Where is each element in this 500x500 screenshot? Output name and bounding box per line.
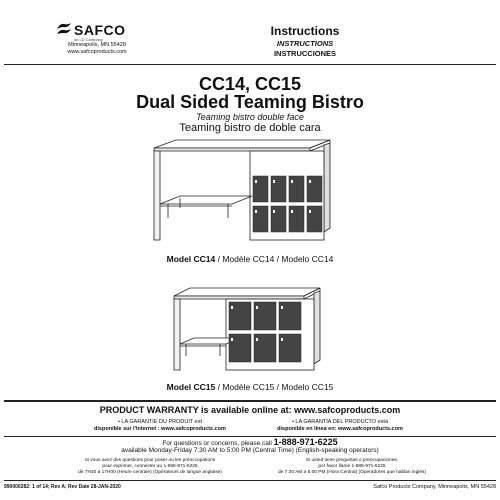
support-contact — [0, 439, 500, 454]
website-line: www.safcoproducts.com — [67, 49, 127, 55]
safco-logo-icon — [56, 22, 72, 36]
support-fr-line: Si vous avez des questions pour poser ou les préoccupations — [84, 458, 216, 463]
logo-text: SAFCO — [74, 22, 126, 38]
cc15-caption-rest: / Modèle CC15 / Modelo CC15 — [215, 382, 334, 392]
cc14-caption-model: Model CC14 — [166, 254, 216, 264]
cc14-caption — [0, 254, 500, 264]
questions-divider — [4, 436, 496, 437]
cc15-caption-model: Model CC15 — [166, 382, 216, 392]
warranty-es-line2: disponible en línea en: www.safcoproducts.com — [277, 426, 403, 432]
support-prompt: For questions or concerns, please call — [162, 440, 272, 447]
warranty-es — [250, 419, 430, 433]
logo-subtext: an LD Company — [74, 37, 103, 42]
instructions-es: INSTRUCCIONES — [273, 49, 337, 58]
document-id: 990000282: 1 of 14; Rev A; Rev Date 28-JAN-2020 — [4, 484, 121, 490]
cc14-illustration — [140, 136, 340, 248]
company-address — [52, 42, 142, 56]
instructions-en: Instructions — [270, 24, 340, 38]
product-name-fr: Teaming bistro double face — [196, 112, 304, 122]
support-es-line: Si usted tiene preguntas o preocupaciones, — [305, 458, 399, 463]
product-name: Dual Sided Teaming Bistro — [136, 92, 364, 112]
support-fr — [60, 458, 240, 476]
model-title: CC14, CC15 — [198, 74, 302, 94]
warranty-es-line1: • LA GARANTÍA DEL PRODUCTO está — [291, 419, 389, 425]
warranty-fr — [70, 419, 250, 433]
instructions-fr: INSTRUCTIONS — [276, 39, 334, 48]
support-fr-line: de 7H30 à 17H00 (Heure centrale) (Opérateurs de langue anglaise) — [78, 470, 222, 475]
cc15-illustration — [170, 284, 330, 376]
footer-divider — [4, 480, 496, 481]
product-warranty: PRODUCT WARRANTY is available online at: www.safcoproducts.com — [99, 405, 401, 415]
warranty-fr-line2: disponible sur l'Internet : www.safcoproducts.com — [94, 426, 226, 432]
support-fr-line: pour exprimer, connecter au 1-888-971-6225 — [102, 464, 198, 469]
support-hours: available Monday-Friday 7:30 AM to 5:00 PM (Central Time) (English-speaking operators) — [121, 447, 379, 454]
header-divider — [4, 64, 496, 65]
product-name-es: Teaming bistro de doble cara — [179, 122, 321, 134]
company-footer: Safco Products Company, Minneapolis, MN 55428 — [373, 484, 496, 490]
warranty-top-divider — [4, 400, 496, 402]
support-es-line: por favor llame 1-888-971-6225 — [318, 464, 386, 469]
cc15-caption — [0, 382, 500, 392]
warranty-fr-line1: • LA GARANTIE DU PRODUIT est — [117, 419, 203, 425]
support-line1 — [0, 439, 500, 447]
support-phone: 1-888-971-6225 — [273, 437, 338, 447]
address-line: Minneapolis, MN 55428 — [68, 42, 126, 48]
cc14-caption-rest: / Modèle CC14 / Modelo CC14 — [215, 254, 334, 264]
support-es-line: de 7:30 AM a 5:00 PM (Hora Central) (Operadores que hablan inglés) — [278, 470, 426, 475]
instructions-heading — [250, 24, 360, 58]
support-es — [262, 458, 442, 476]
